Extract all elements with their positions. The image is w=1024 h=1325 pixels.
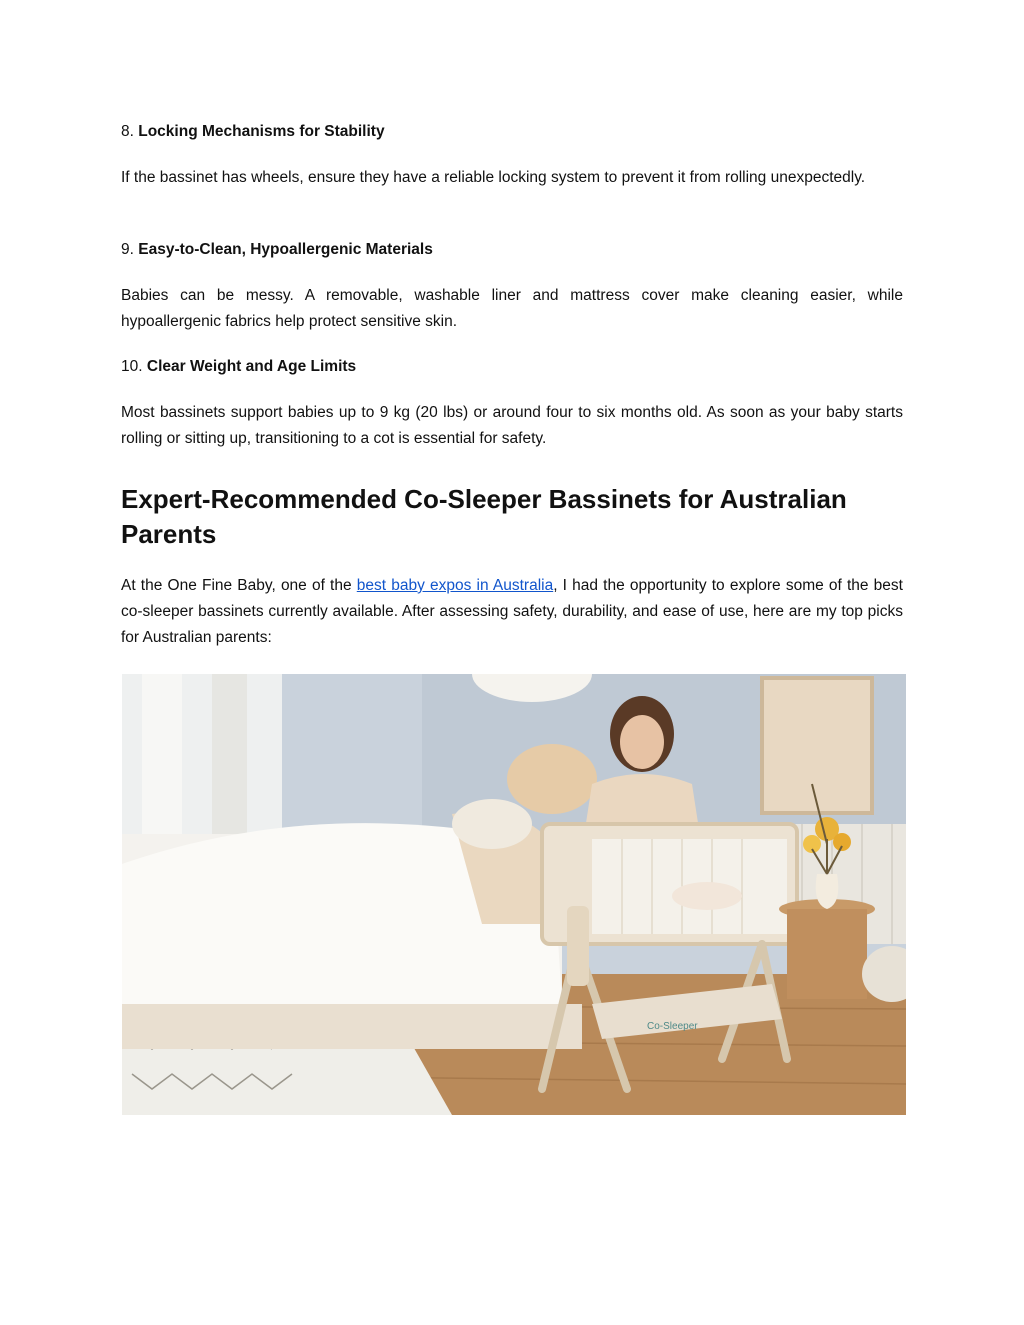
section-heading: Expert-Recommended Co-Sleeper Bassinets for Australian Parents	[121, 484, 847, 549]
item-8-number: 8.	[121, 123, 134, 140]
item-10-number: 10.	[121, 358, 143, 375]
item-10-title: Clear Weight and Age Limits	[146, 358, 357, 375]
baby-expos-link[interactable]: best baby expos in Australia	[356, 577, 554, 594]
bassinet-brand-label: Co-Sleeper	[647, 1021, 698, 1032]
item-8-title: Locking Mechanisms for Stability	[138, 123, 385, 140]
intro-text-start: At the One Fine Baby, one of the	[121, 577, 357, 594]
item-8-body: If the bassinet has wheels, ensure they have a reliable locking system to prevent it from rolling unexpectedly.	[121, 169, 866, 186]
item-8-heading	[121, 122, 385, 142]
item-9-title: Easy-to-Clean, Hypoallergenic Materials	[138, 241, 433, 258]
item-10-heading	[121, 357, 356, 377]
intro-text-end: , I had the opportunity to explore some of the best co-sleeper bassinets currently available. After assessing safety, durability, and ease of use, here are my top picks for Australian parents:	[121, 577, 903, 646]
item-9-number: 9.	[121, 241, 134, 258]
item-10-body: Most bassinets support babies up to 9 kg (20 lbs) or around four to six months old. As soon as your baby starts rolling or sitting up, transitioning to a cot is essential for safety.	[121, 404, 903, 447]
item-9-body: Babies can be messy. A removable, washable liner and mattress cover make cleaning easier, while hypoallergenic fabrics help protect sensitive skin.	[121, 287, 903, 330]
item-9-heading	[121, 240, 433, 260]
bassinet-photo	[122, 674, 906, 1115]
section-intro	[121, 573, 903, 651]
